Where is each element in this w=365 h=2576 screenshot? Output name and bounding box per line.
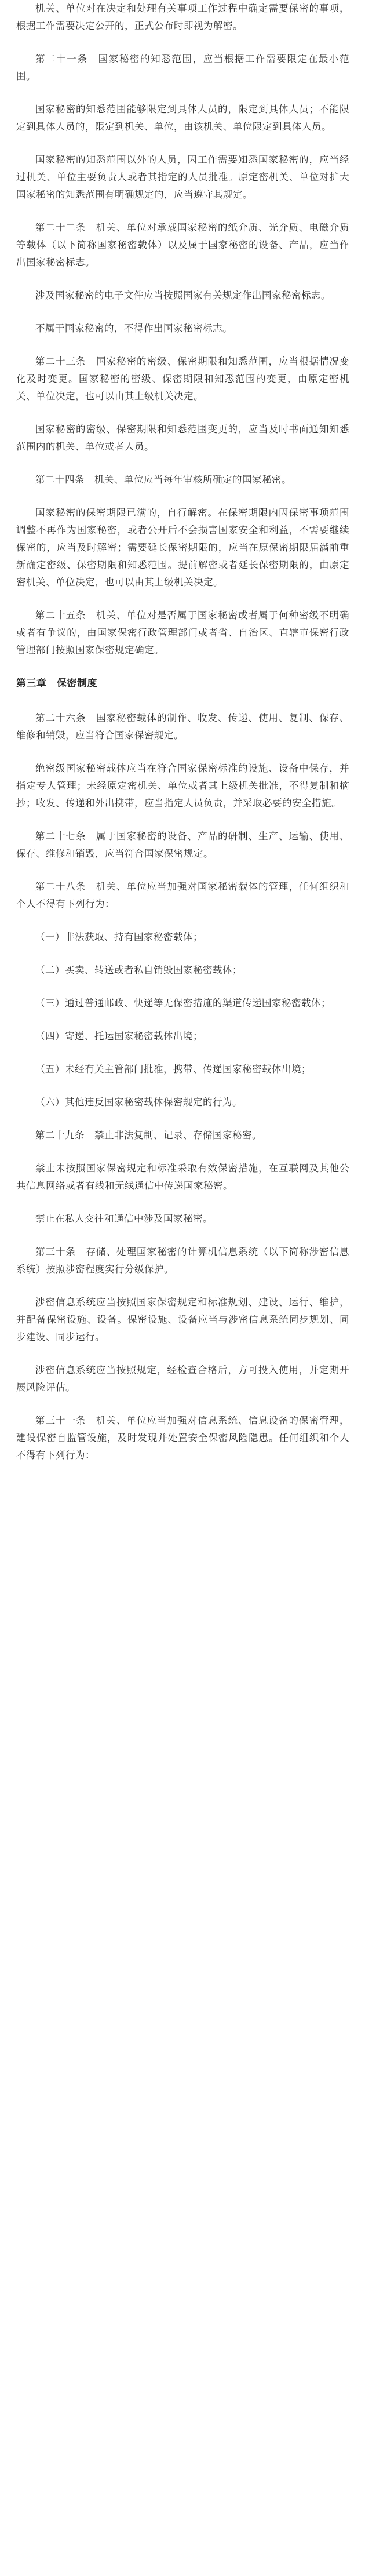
paragraph: 禁止在私人交往和通信中涉及国家秘密。 [35, 1213, 213, 1224]
paragraph: （一）非法获取、持有国家秘密载体； [35, 932, 203, 943]
paragraph: 机关、单位对在决定和处理有关事项工作过程中确定需要保密的事项，根据工作需要决定公开的，正式公布时即视为解密。 [16, 3, 349, 31]
paragraph: 第二十八条 机关、单位应当加强对国家秘密载体的管理，任何组织和个人不得有下列行为： [16, 881, 349, 909]
paragraph: 第二十五条 机关、单位对是否属于国家秘密或者属于何种密级不明确或者有争议的，由国家保密行政管理部门或者省、自治区、直辖市保密行政管理部门按照国家保密规定确定。 [16, 610, 349, 656]
paragraph: （五）未经有关主管部门批准，携带、传递国家秘密载体出境； [35, 1064, 311, 1075]
paragraph: （六）其他违反国家秘密载体保密规定的行为。 [35, 1097, 242, 1108]
paragraph: 第三十条 存储、处理国家秘密的计算机信息系统（以下简称涉密信息系统）按照涉密程度实行分级保护。 [16, 1246, 349, 1275]
paragraph: 第二十二条 机关、单位对承载国家秘密的纸介质、光介质、电磁介质等载体（以下简称国家秘密载体）以及属于国家秘密的设备、产品，应当作出国家秘密标志。 [16, 222, 349, 268]
paragraph: 禁止未按照国家保密规定和标准采取有效保密措施，在互联网及其他公共信息网络或者有线和无线通信中传递国家秘密。 [16, 1163, 349, 1191]
paragraph: 第二十七条 属于国家秘密的设备、产品的研制、生产、运输、使用、保存、维修和销毁，应当符合国家保密规定。 [16, 831, 349, 859]
paragraph: （三）通过普通邮政、快递等无保密措施的渠道传递国家秘密载体； [35, 998, 331, 1009]
paragraph: 绝密级国家秘密载体应当在符合国家保密标准的设施、设备中保存，并指定专人管理；未经原定密机关、单位或者其上级机关批准，不得复制和摘抄；收发、传递和外出携带，应当指定人员负责，并采取必要的安全措施。 [16, 763, 349, 809]
paragraph: （二）买卖、转送或者私自销毁国家秘密载体； [35, 965, 242, 976]
paragraph: 第三十一条 机关、单位应当加强对信息系统、信息设备的保密管理，建设保密自监管设施，及时发现并处置安全保密风险隐患。任何组织和个人不得有下列行为： [16, 1415, 349, 1461]
paragraph: （四）寄递、托运国家秘密载体出境； [35, 1031, 203, 1042]
paragraph: 涉密信息系统应当按照规定，经检查合格后，方可投入使用，并定期开展风险评估。 [16, 1365, 349, 1393]
paragraph: 第二十四条 机关、单位应当每年审核所确定的国家秘密。 [35, 474, 291, 485]
paragraph: 涉密信息系统应当按照国家保密规定和标准规划、建设、运行、维护，并配备保密设施、设备。保密设施、设备应当与涉密信息系统同步规划、同步建设、同步运行。 [16, 1297, 349, 1342]
paragraph: 不属于国家秘密的，不得作出国家秘密标志。 [35, 323, 232, 334]
paragraph: 国家秘密的保密期限已满的，自行解密。在保密期限内因保密事项范围调整不再作为国家秘密，或者公开后不会损害国家安全和利益，不需要继续保密的，应当及时解密；需要延长保密期限的，应当在原保密期限届满前重新确定密级、保密期限和知悉范围。提前解密或者延长保密期限的，由原定密机关、单位决定，也可以由其上级机关决定。 [16, 507, 349, 588]
paragraph: 第二十九条 禁止非法复制、记录、存储国家秘密。 [35, 1130, 262, 1141]
chapter-heading: 第三章 保密制度 [16, 678, 97, 689]
paragraph: 第二十三条 国家秘密的密级、保密期限和知悉范围，应当根据情况变化及时变更。国家秘密的密级、保密期限和知悉范围的变更，由原定密机关、单位决定，也可以由其上级机关决定。 [16, 356, 349, 402]
paragraph: 第二十一条 国家秘密的知悉范围，应当根据工作需要限定在最小范围。 [16, 53, 349, 82]
paragraph: 第二十六条 国家秘密载体的制作、收发、传递、使用、复制、保存、维修和销毁，应当符合国家保密规定。 [16, 712, 349, 741]
paragraph: 国家秘密的知悉范围以外的人员，因工作需要知悉国家秘密的，应当经过机关、单位主要负责人或者其指定的人员批准。原定密机关、单位对扩大国家秘密的知悉范围有明确规定的，应当遵守其规定。 [16, 154, 349, 200]
paragraph: 涉及国家秘密的电子文件应当按照国家有关规定作出国家秘密标志。 [35, 290, 331, 301]
paragraph: 国家秘密的密级、保密期限和知悉范围变更的，应当及时书面通知知悉范围内的机关、单位或者人员。 [16, 424, 349, 452]
paragraph: 国家秘密的知悉范围能够限定到具体人员的，限定到具体人员；不能限定到具体人员的，限定到机关、单位，由该机关、单位限定到具体人员。 [16, 104, 349, 132]
